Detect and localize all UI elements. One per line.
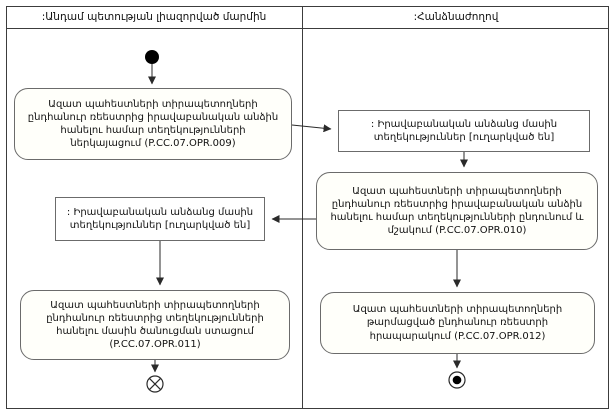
object-node-legal-entity-info-left: : Իրավաբանական անձանց մասին տեղեկություններ [ուղարկված են] [55,197,265,241]
object-node-legal-entity-info-right: : Իրավաբանական անձանց մասին տեղեկություններ [ուղարկված են] [338,110,590,152]
swimlane-divider [302,6,303,409]
action-node-opr-009: Ազատ պահեստների տիրապետողների ընդհանուր ռեեստրից իրավաբանական անձին հանելու համար տեղեկությունների ներկայացում (P.CC.07.OPR.009) [14,88,292,160]
swimlane-header-separator [6,28,609,29]
action-node-opr-010: Ազատ պահեստների տիրապետողների ընդհանուր ռեեստրից իրավաբանական անձին հանելու համար տեղեկությունների ընդունում և մշակում (P.CC.07.OPR.010) [316,172,598,250]
swimlane-title-left-label: :Անդամ պետության լիազորված մարմին [41,11,267,23]
action-node-opr-012: Ազատ պահեստների տիրապետողների թարմացված ընդհանուր ռեեստրի հրապարակում (P.CC.07.OPR.012) [320,292,595,354]
swimlane-title-member-state [6,7,302,27]
swimlane-title-right-label: :Հանձնաժողով [413,11,499,23]
action-node-opr-011: Ազատ պահեստների տիրապետողների ընդհանուր ռեեստրից տեղեկությունների հանելու մասին ծանուցման ստացում (P.CC.07.OPR.011) [20,290,290,360]
swimlane-title-commission [303,7,609,27]
